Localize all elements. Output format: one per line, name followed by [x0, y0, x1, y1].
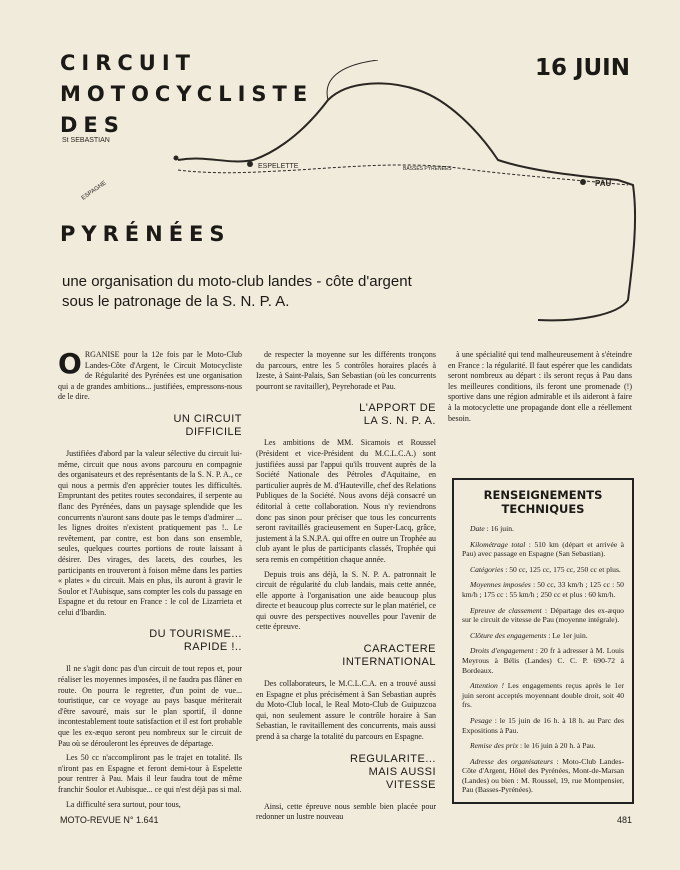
column-3 — [448, 350, 632, 428]
heading-regularite: REGULARITE... MAIS AUSSI VITESSE — [350, 752, 436, 791]
paragraph: Ainsi, cette épreuve nous semble bien placée pour redonner un lustre nouveau — [256, 801, 436, 822]
info-item: Droits d'engagement : 20 fr à adresser à M. Louis Meyrous à Bélis (Landes) C. C. P. 690-72 à Bordeaux. — [462, 646, 624, 675]
footer-publication: MOTO-REVUE N° 1.641 — [60, 815, 159, 825]
map-label-espelette: ESPELETTE — [258, 163, 299, 170]
paragraph: Les 50 cc n'accompliront pas le trajet en totalité. Ils n'iront pas en Espagne et feront demi-tour à Espelette pour rentrer à Pau. Mais il leur faudra tout de même franchir Soulor et Aubisque... ce qui n'est déjà pas si mal. — [58, 753, 242, 794]
paragraph: de respecter la moyenne sur les différents tronçons du parcours, entre les 5 contrôles horaires placés à Izeste, à Saint-Palais, San Sebastian (où les concurrents pourront se ravitailler), Peyrehorade et Pau. — [256, 350, 436, 391]
paragraph: Depuis trois ans déjà, la S. N. P. A. patronnait le circuit de régularité du club landais, mais cette année, elle apporte à l'organisation une aide beaucoup plus directe et beaucoup plus correcte sur le plan matériel, ce qui ouvre des perspectives nouvelles pour l'avenir de cette épreuve. — [256, 569, 436, 632]
info-item: Date : 16 juin. — [470, 524, 514, 533]
heading-du-tourisme: DU TOURISME... RAPIDE !.. — [149, 628, 242, 654]
title-line-2: MOTOCYCLISTE — [60, 82, 314, 106]
page-title — [60, 48, 313, 141]
event-date: 16 JUIN — [534, 55, 630, 81]
info-item: Attention ! Les engagements reçus après le 1er juin seront acceptés moyennant double droit, soit 40 frs. — [462, 681, 624, 710]
info-item: Moyennes imposées : 50 cc, 33 km/h ; 125 cc : 50 km/h ; 175 cc : 55 km/h ; 250 cc et plus : 60 km/h. — [462, 580, 624, 599]
title-line-1: CIRCUIT — [60, 51, 196, 75]
paragraph: à une spécialité qui tend malheureusement à s'éteindre en France : la régularité. Il faut espérer que les candidats seront nombreux au départ : ils seront reçus à Pau dans les meilleures conditions, ils feront une promenade (!) sportive dans une région admirable et ils aideront à faire à la motocyclette une propagande dont elle a réellement besoin. — [448, 350, 632, 423]
map-label-pau: PAU — [595, 179, 612, 188]
info-item: Remise des prix : le 16 juin à 20 h. à Pau. — [470, 741, 596, 751]
map-point-espelette — [247, 161, 253, 167]
paragraph: La difficulté sera surtout, pour tous, — [66, 799, 181, 809]
box-items — [454, 516, 632, 795]
map-point-pau — [580, 179, 586, 185]
footer-page-number: 481 — [616, 815, 632, 825]
page-footer — [60, 815, 632, 825]
map-label-sebastian: St SEBASTIAN — [62, 137, 110, 144]
info-item: Epreuve de classement : Départage des ex-æquo sur le circuit de vitesse de Pau (moyenne intégrale). — [462, 605, 624, 625]
map-label-espagne: ESPAGNE — [80, 180, 108, 202]
heading-apport-snpa: L'APPORT DE LA S. N. P. A. — [359, 402, 436, 428]
column-1 — [58, 347, 242, 814]
intro-paragraph: ORGANISE pour la 12e fois par le Moto-Club Landes-Côte d'Argent, le Circuit Motocycliste de Régularité des Pyrénées est une organisation qui a de grandes ambitions... justifiées, empressons-nous de le dire. — [58, 347, 242, 402]
info-item: Pesage : le 15 juin de 16 h. à 18 h. au Parc des Expositions à Pau. — [462, 715, 624, 735]
drop-cap: O — [58, 347, 82, 380]
paragraph: Il ne s'agit donc pas d'un circuit de tout repos et, pour réaliser les moyennes imposées, il ne faudra pas flâner en route. On pourra le regretter, d'un point de vue... touristique, car ce voyage au pays basque mériterait d'être savouré, mais sur le plan sportif, il donne incontestablement toute satisfaction et il est fort probable que les ex-æquo seront peu nombreux sur le circuit de Pau où se dérouleront les épreuves de départage. — [58, 664, 242, 748]
map-point-san-sebastian — [174, 156, 179, 161]
paragraph: Les ambitions de MM. Sicamois et Roussel (Président et vice-Président du M.C.L.C.A.) sont justifiées aussi par l'appui qu'ils trouvent auprès de la Société Nationale des Pétroles d'Aquitaine, en particulier auprès de M. d'Hauteville, chef des Relations Publiques de la Société. Nous avons déjà consacré un éditorial à cette collaboration. Nous n'y reviendrons donc pas sinon pour préciser que tous les concurrents seront ravitaillés gracieusement en Super-Lacq, grâce, justement à la S.N.P.A. qui offre en outre un Trophée au club ayant le plus de participants classés, Trophée qui sera remis en compétition chaque année. — [256, 438, 436, 564]
info-item: Clôture des engagements : Le 1er juin. — [470, 630, 588, 640]
map-label-basses-pyrenees: BASSES PYRENEES — [403, 166, 452, 172]
title-pyrenees: PYRÉNÉES — [60, 222, 231, 246]
column-2 — [256, 350, 436, 827]
info-item: Adresse des organisateurs : Moto-Club Landes-Côte d'Argent, Hôtel des Pyrénées, Mont-de-Marsan (Landes) ou bien : M. Roussel, 19, rue Montpensier, Pau (Basses-Pyrénées). — [462, 756, 625, 795]
technical-info-box — [452, 478, 634, 804]
heading-circuit-difficile: UN CIRCUIT DIFFICILE — [173, 412, 242, 438]
paragraph: Justifiées d'abord par la valeur sélective du circuit lui-même, circuit que nous avons parcouru en compagnie des organisateurs et des représentants de la S. N. P. A., ce qui nous a permis d'en apprécier toutes les difficultés. Empruntant des petites routes secondaires, il serpente au flanc des Pyrénées, dans un paysage splendide que les concurrents n'auront sans doute pas le temps d'admirer ... les lignes droites n'existent pratiquement pas !.. Le revêtement, par contre, est bon dans son ensemble, seules, quelques courtes portions de route laissant à désirer. Des virages, des lacets, des courbes, les participants en trouveront à foison même dans les parties « plates » du circuit. Mais en plus, ils auront à gravir le Soulor et l'Aubisque, sans compter les cols du passage en Espagne et du retour en France : le col de Lizarrieta et celui d'Ibardin. — [58, 448, 242, 617]
paragraph: Des collaborateurs, le M.C.L.C.A. en a trouvé aussi en Espagne et plus précisément à San Sebastian auprès du Moto-Club local, le Real Moto-Club de Guipuzcoa qui, non seulement assure le contrôle horaire à San Sebastian, le ravitaillement des concurrents, mais aussi prend à sa charge la totalité du parcours en Espagne. — [256, 679, 436, 742]
title-line-3: DES — [60, 113, 125, 137]
heading-caractere-international: CARACTERE INTERNATIONAL — [342, 643, 436, 669]
subtitle: une organisation du moto-club landes - côte d'argent sous le patronage de la S. N. P. A. — [62, 273, 412, 310]
box-title: RENSEIGNEMENTS TECHNIQUES — [483, 488, 603, 516]
info-item: Catégories : 50 cc, 125 cc, 175 cc, 250 cc et plus. — [470, 564, 621, 574]
info-item: Kilométrage total : 510 km (départ et arrivée à Pau) avec passage en Espagne (San Sebastian). — [462, 539, 624, 559]
